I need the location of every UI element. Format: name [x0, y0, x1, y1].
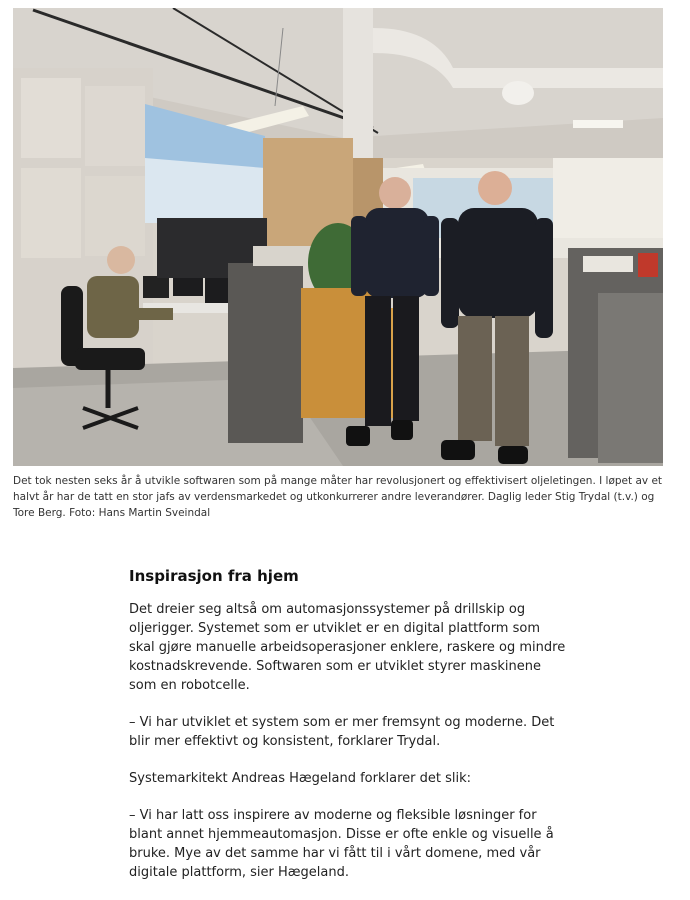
article-photo	[13, 8, 663, 466]
office-photo-icon	[13, 8, 663, 466]
paragraph: – Vi har latt oss inspirere av moderne og fleksible løsninger for blant annet hjemmeautomasjon. Disse er ofte enkle og visuelle å bruke. Mye av det samme har vi fått til i vårt domene, med vår digitale plattform, sier Hægeland.	[129, 808, 554, 880]
paragraph: Det dreier seg altså om automasjonssystemer på drillskip og oljerigger. Systemet som er utviklet er en digital plattform som skal gjøre manuelle arbeidsoperasjoner enklere, raskere og mindre kostnadskrevende. Softwaren som er utviklet styrer maskinene som en robotcelle.	[129, 602, 566, 693]
article-body	[129, 566, 569, 900]
section-heading: Inspirasjon fra hjem	[129, 567, 299, 585]
paragraph: Systemarkitekt Andreas Hægeland forklarer det slik:	[129, 771, 471, 786]
photo-caption: Det tok nesten seks år å utvikle softwaren som på mange måter har revolusjonert og effektivisert oljeletingen. I løpet av et halvt år har de tatt en stor jafs av verdensmarkedet og utkonkurrerer andre leverandører. Daglig leder Stig Trydal (t.v.) og Tore Berg. Foto: Hans Martin Sveindal	[13, 475, 663, 519]
paragraph: – Vi har utviklet et system som er mer fremsynt og moderne. Det blir mer effektivt og konsistent, forklarer Trydal.	[129, 715, 555, 749]
